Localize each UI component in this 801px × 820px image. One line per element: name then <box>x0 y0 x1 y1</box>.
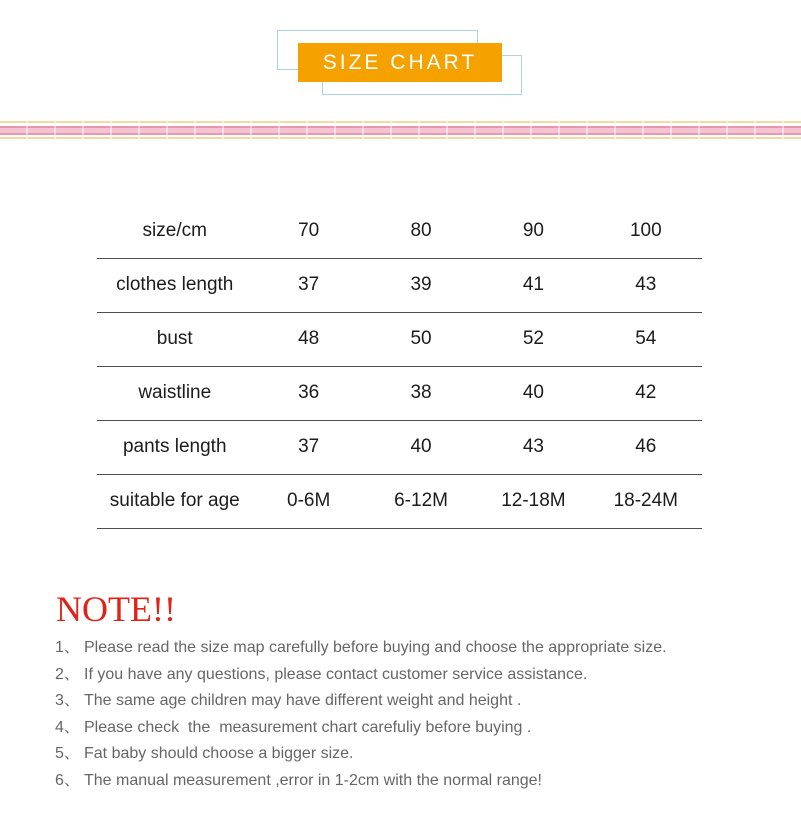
divider-pink-band <box>0 126 801 135</box>
row-label: suitable for age <box>97 474 253 528</box>
row-label: size/cm <box>97 204 253 258</box>
decorative-divider <box>0 121 801 139</box>
table-cell: 37 <box>253 420 365 474</box>
table-cell: 50 <box>365 312 477 366</box>
note-number: 5、 <box>55 745 80 762</box>
table-cell: 41 <box>477 258 589 312</box>
table-cell: 100 <box>590 204 702 258</box>
size-table <box>97 204 702 529</box>
row-label: bust <box>97 312 253 366</box>
note-number: 6、 <box>55 771 80 789</box>
note-number: 1、 <box>55 639 80 656</box>
page-title-text: SIZE CHART <box>322 50 478 74</box>
row-label: pants length <box>97 420 253 474</box>
note-number: 4、 <box>55 718 80 736</box>
table-cell: 6-12M <box>365 474 477 528</box>
table-row <box>97 366 702 420</box>
note-list <box>55 639 765 798</box>
table-cell: 42 <box>590 366 702 420</box>
table-cell: 48 <box>253 312 365 366</box>
table-cell: 0-6M <box>253 474 365 528</box>
table-cell: 70 <box>253 204 365 258</box>
note-item <box>55 639 765 658</box>
divider-yellow-line-bottom <box>0 137 801 139</box>
note-text: If you have any questions, please contact customer service assistance. <box>84 665 588 683</box>
table-cell: 12-18M <box>477 474 589 528</box>
table-cell: 40 <box>365 420 477 474</box>
note-item <box>55 692 765 711</box>
note-item <box>55 745 765 764</box>
note-text: Please check the measurement chart carefuliy before buying . <box>84 718 532 736</box>
note-item <box>55 666 765 685</box>
note-text: The same age children may have different weight and height . <box>84 692 522 709</box>
row-label: clothes length <box>97 258 253 312</box>
note-heading: NOTE!! <box>56 589 176 629</box>
table-cell: 18-24M <box>590 474 702 528</box>
note-text: Fat baby should choose a bigger size. <box>84 745 354 762</box>
table-cell: 39 <box>365 258 477 312</box>
note-text: Please read the size map carefully before buying and choose the appropriate size. <box>84 639 667 656</box>
table-row <box>97 204 702 258</box>
table-cell: 80 <box>365 204 477 258</box>
table-cell: 36 <box>253 366 365 420</box>
table-row <box>97 258 702 312</box>
page-title <box>298 43 502 82</box>
table-row <box>97 420 702 474</box>
table-cell: 43 <box>590 258 702 312</box>
table-cell: 90 <box>477 204 589 258</box>
table-cell: 40 <box>477 366 589 420</box>
table-row <box>97 312 702 366</box>
table-cell: 46 <box>590 420 702 474</box>
note-number: 2、 <box>55 665 80 683</box>
row-label: waistline <box>97 366 253 420</box>
table-cell: 43 <box>477 420 589 474</box>
table-cell: 37 <box>253 258 365 312</box>
table-cell: 52 <box>477 312 589 366</box>
note-item <box>55 772 765 791</box>
note-number: 3、 <box>55 692 80 709</box>
note-text: The manual measurement ,error in 1-2cm with the normal range! <box>84 771 542 789</box>
table-cell: 54 <box>590 312 702 366</box>
table-row <box>97 474 702 528</box>
table-cell: 38 <box>365 366 477 420</box>
note-item <box>55 719 765 738</box>
